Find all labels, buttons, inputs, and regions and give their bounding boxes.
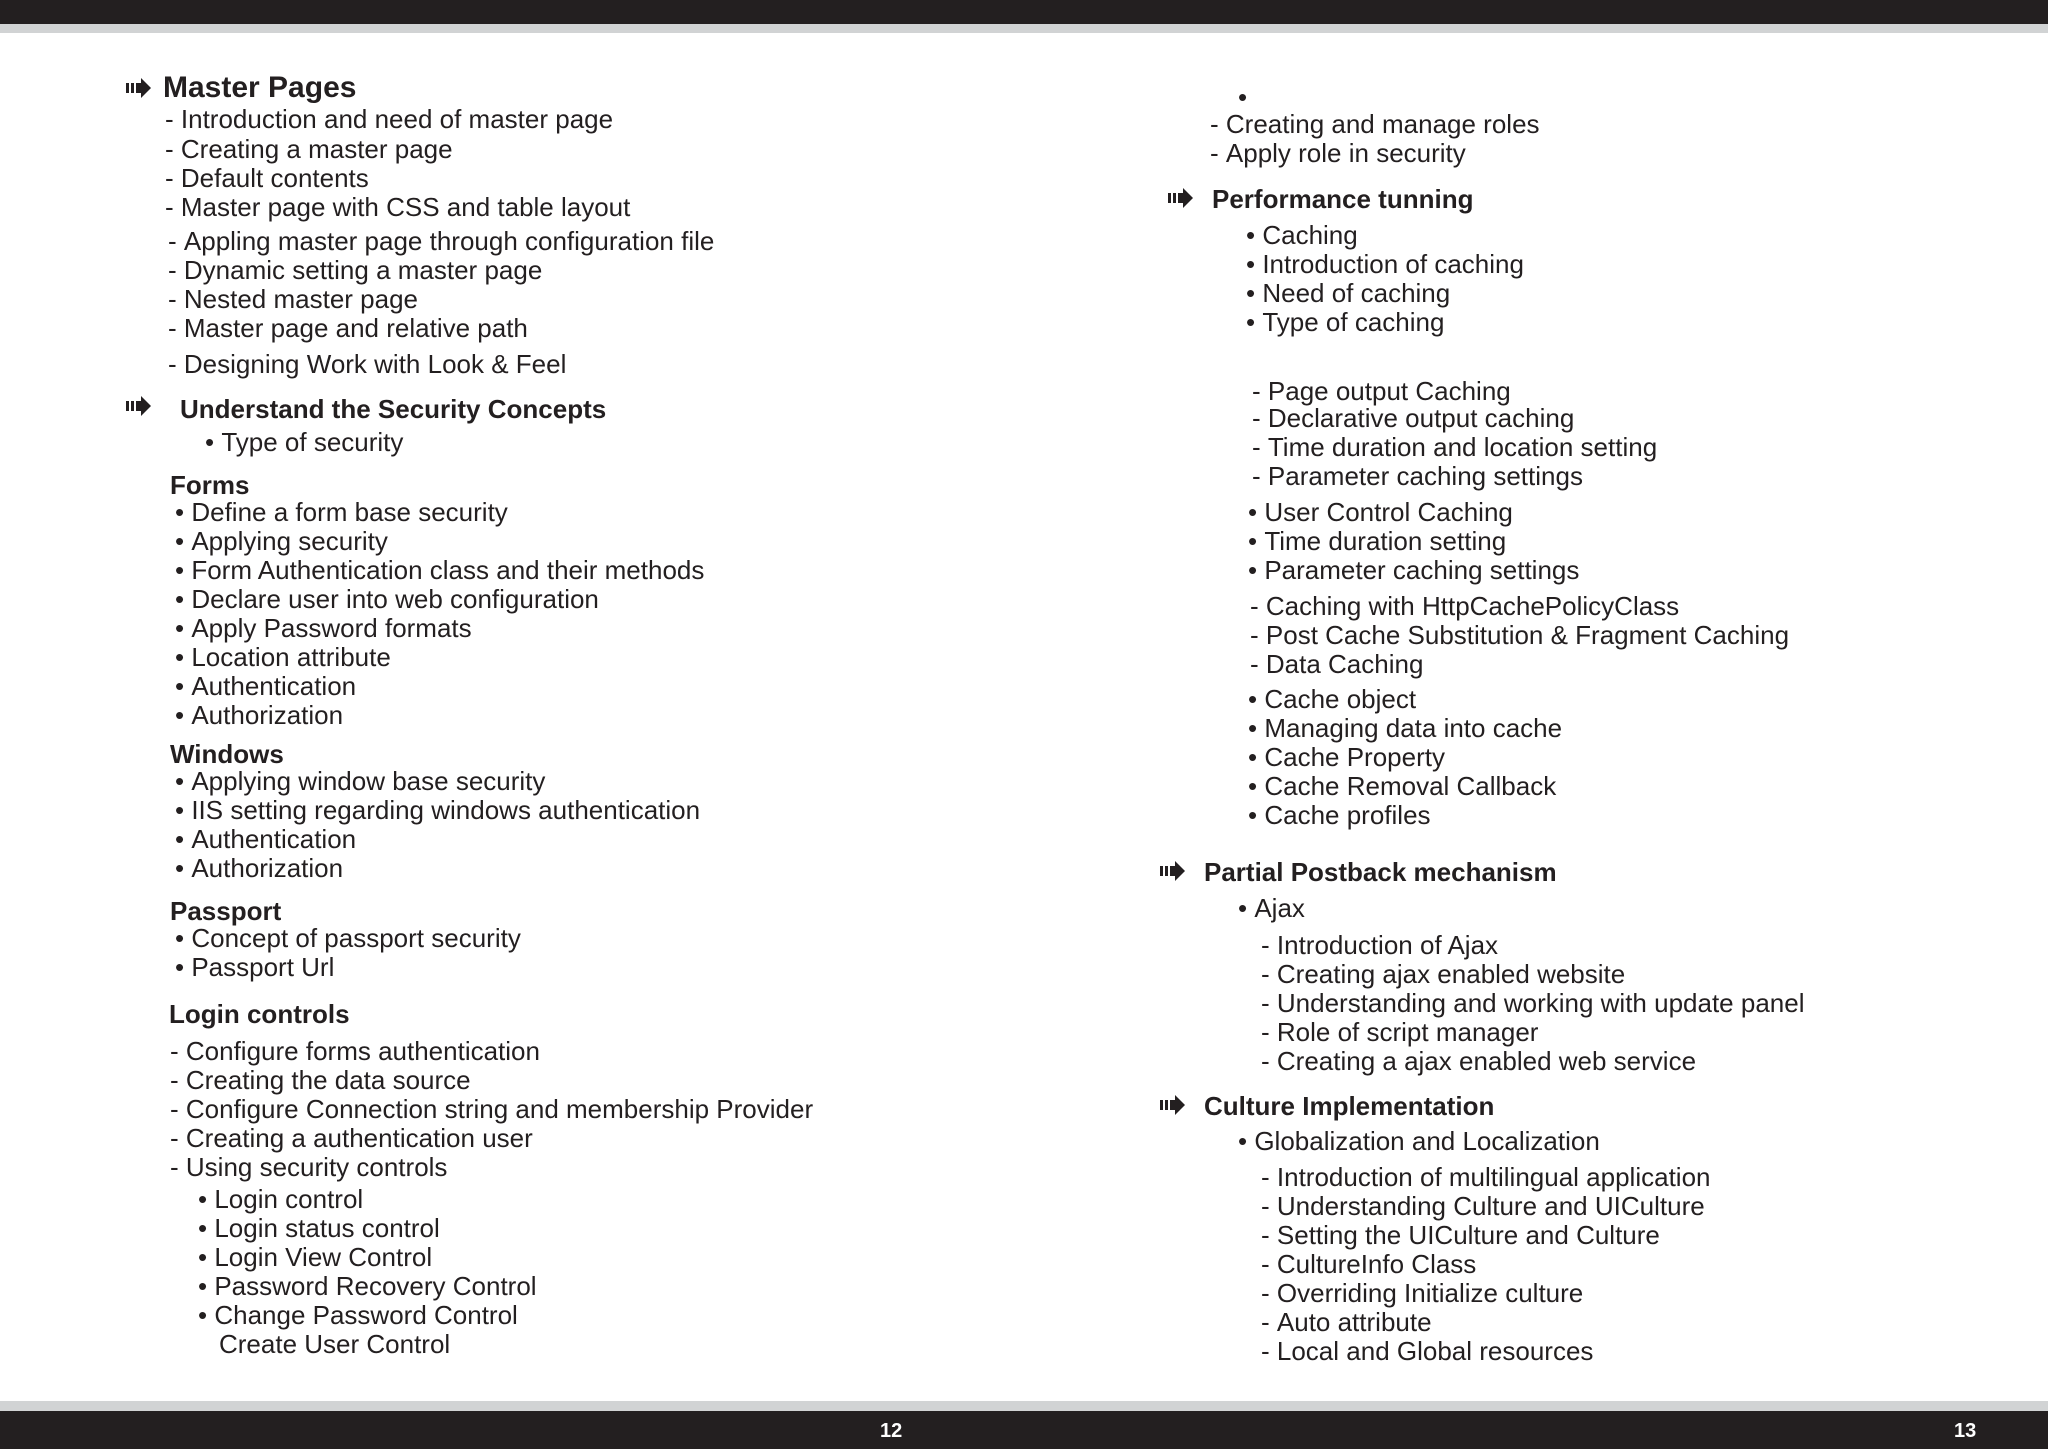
list-item: - Creating and manage roles <box>1210 109 1540 139</box>
list-item: • Login control <box>198 1184 364 1214</box>
list-item: - Creating the data source <box>170 1065 471 1095</box>
list-item: • Need of caching <box>1246 278 1451 308</box>
section-title-partial-postback: Partial Postback mechanism <box>1204 857 1557 887</box>
list-item: - Caching with HttpCachePolicyClass <box>1250 591 1680 621</box>
list-item: • Type of security <box>205 427 404 457</box>
list-item: - Creating ajax enabled website <box>1261 959 1626 989</box>
subsection-title-passport: Passport <box>170 896 282 926</box>
list-item: • Cache object <box>1248 684 1417 714</box>
subsection-title-forms: Forms <box>170 470 250 500</box>
empty-bullet: • <box>1238 82 1248 112</box>
section-title-performance: Performance tunning <box>1212 184 1474 214</box>
list-item: - Auto attribute <box>1261 1307 1432 1337</box>
list-item: - Introduction of multilingual application <box>1261 1162 1711 1192</box>
page-number-right: 13 <box>1954 1420 1977 1442</box>
list-item: • Managing data into cache <box>1248 713 1563 743</box>
list-item: - Creating a ajax enabled web service <box>1261 1046 1697 1076</box>
arrow-bullet-icon <box>126 396 152 416</box>
list-item: - Nested master page <box>168 284 419 314</box>
list-item: Create User Control <box>219 1329 451 1359</box>
list-item: • Caching <box>1246 220 1358 250</box>
list-item: • Declare user into web configuration <box>175 584 599 614</box>
list-item: • User Control Caching <box>1248 497 1513 527</box>
list-item: • Cache Removal Callback <box>1248 771 1557 801</box>
list-item: • Password Recovery Control <box>198 1271 537 1301</box>
list-item: • Authorization <box>175 700 344 730</box>
list-item: - Time duration and location setting <box>1252 432 1658 462</box>
list-item: • Authentication <box>175 824 357 854</box>
list-item: - Introduction of Ajax <box>1261 930 1499 960</box>
list-item: - Post Cache Substitution & Fragment Caching <box>1250 620 1790 650</box>
list-item: • Ajax <box>1238 893 1305 923</box>
list-item: - Data Caching <box>1250 649 1424 679</box>
list-item: - Overriding Initialize culture <box>1261 1278 1584 1308</box>
list-item: - Declarative output caching <box>1252 403 1575 433</box>
list-item: - Local and Global resources <box>1261 1336 1594 1366</box>
list-item: • Form Authentication class and their methods <box>175 555 705 585</box>
list-item: • Location attribute <box>175 642 391 672</box>
list-item: • Cache Property <box>1248 742 1445 772</box>
list-item: • Define a form base security <box>175 497 508 527</box>
section-title-security: Understand the Security Concepts <box>180 394 607 424</box>
list-item: • IIS setting regarding windows authentication <box>175 795 701 825</box>
bottom-bar <box>0 1411 2048 1449</box>
page-number-left: 12 <box>880 1420 903 1442</box>
arrow-bullet-icon <box>1160 861 1186 881</box>
arrow-bullet-icon <box>1160 1095 1186 1115</box>
list-item: - Apply role in security <box>1210 138 1466 168</box>
top-strip <box>0 24 2048 33</box>
subsection-title-login-controls: Login controls <box>169 999 350 1029</box>
list-item: • Apply Password formats <box>175 613 472 643</box>
list-item: - Setting the UICulture and Culture <box>1261 1220 1660 1250</box>
list-item: - Understanding Culture and UICulture <box>1261 1191 1705 1221</box>
list-item: • Cache profiles <box>1248 800 1431 830</box>
list-item: - Understanding and working with update panel <box>1261 988 1805 1018</box>
list-item: - Dynamic setting a master page <box>168 255 543 285</box>
arrow-bullet-icon <box>126 78 152 98</box>
top-bar <box>0 0 2048 24</box>
list-item: - Appling master page through configuration file <box>168 226 715 256</box>
list-item: • Globalization and Localization <box>1238 1126 1600 1156</box>
section-title-culture: Culture Implementation <box>1204 1091 1495 1121</box>
list-item: - Introduction and need of master page <box>165 104 614 134</box>
list-item: • Login View Control <box>198 1242 433 1272</box>
section-title-master-pages: Master Pages <box>163 71 357 104</box>
list-item: • Login status control <box>198 1213 440 1243</box>
list-item: - Role of script manager <box>1261 1017 1539 1047</box>
list-item: - Creating a master page <box>165 134 453 164</box>
list-item: • Parameter caching settings <box>1248 555 1580 585</box>
list-item: • Applying security <box>175 526 388 556</box>
list-item: • Concept of passport security <box>175 923 521 953</box>
list-item: • Time duration setting <box>1248 526 1507 556</box>
list-item: - Creating a authentication user <box>170 1123 533 1153</box>
list-item: • Applying window base security <box>175 766 546 796</box>
list-item: • Introduction of caching <box>1246 249 1524 279</box>
list-item: - Default contents <box>165 163 369 193</box>
list-item: - Page output Caching <box>1252 376 1511 406</box>
bottom-strip <box>0 1401 2048 1411</box>
subsection-title-windows: Windows <box>170 739 284 769</box>
list-item: - Using security controls <box>170 1152 448 1182</box>
list-item: - Master page and relative path <box>168 313 528 343</box>
list-item: • Authorization <box>175 853 344 883</box>
list-item: - CultureInfo Class <box>1261 1249 1477 1279</box>
list-item: • Type of caching <box>1246 307 1445 337</box>
list-item: • Authentication <box>175 671 357 701</box>
list-item: - Master page with CSS and table layout <box>165 192 631 222</box>
list-item: - Configure forms authentication <box>170 1036 540 1066</box>
list-item: - Parameter caching settings <box>1252 461 1583 491</box>
arrow-bullet-icon <box>1168 188 1194 208</box>
list-item: • Passport Url <box>175 952 335 982</box>
list-item: - Configure Connection string and membership Provider <box>170 1094 814 1124</box>
list-item: • Change Password Control <box>198 1300 518 1330</box>
list-item: - Designing Work with Look & Feel <box>168 349 567 379</box>
